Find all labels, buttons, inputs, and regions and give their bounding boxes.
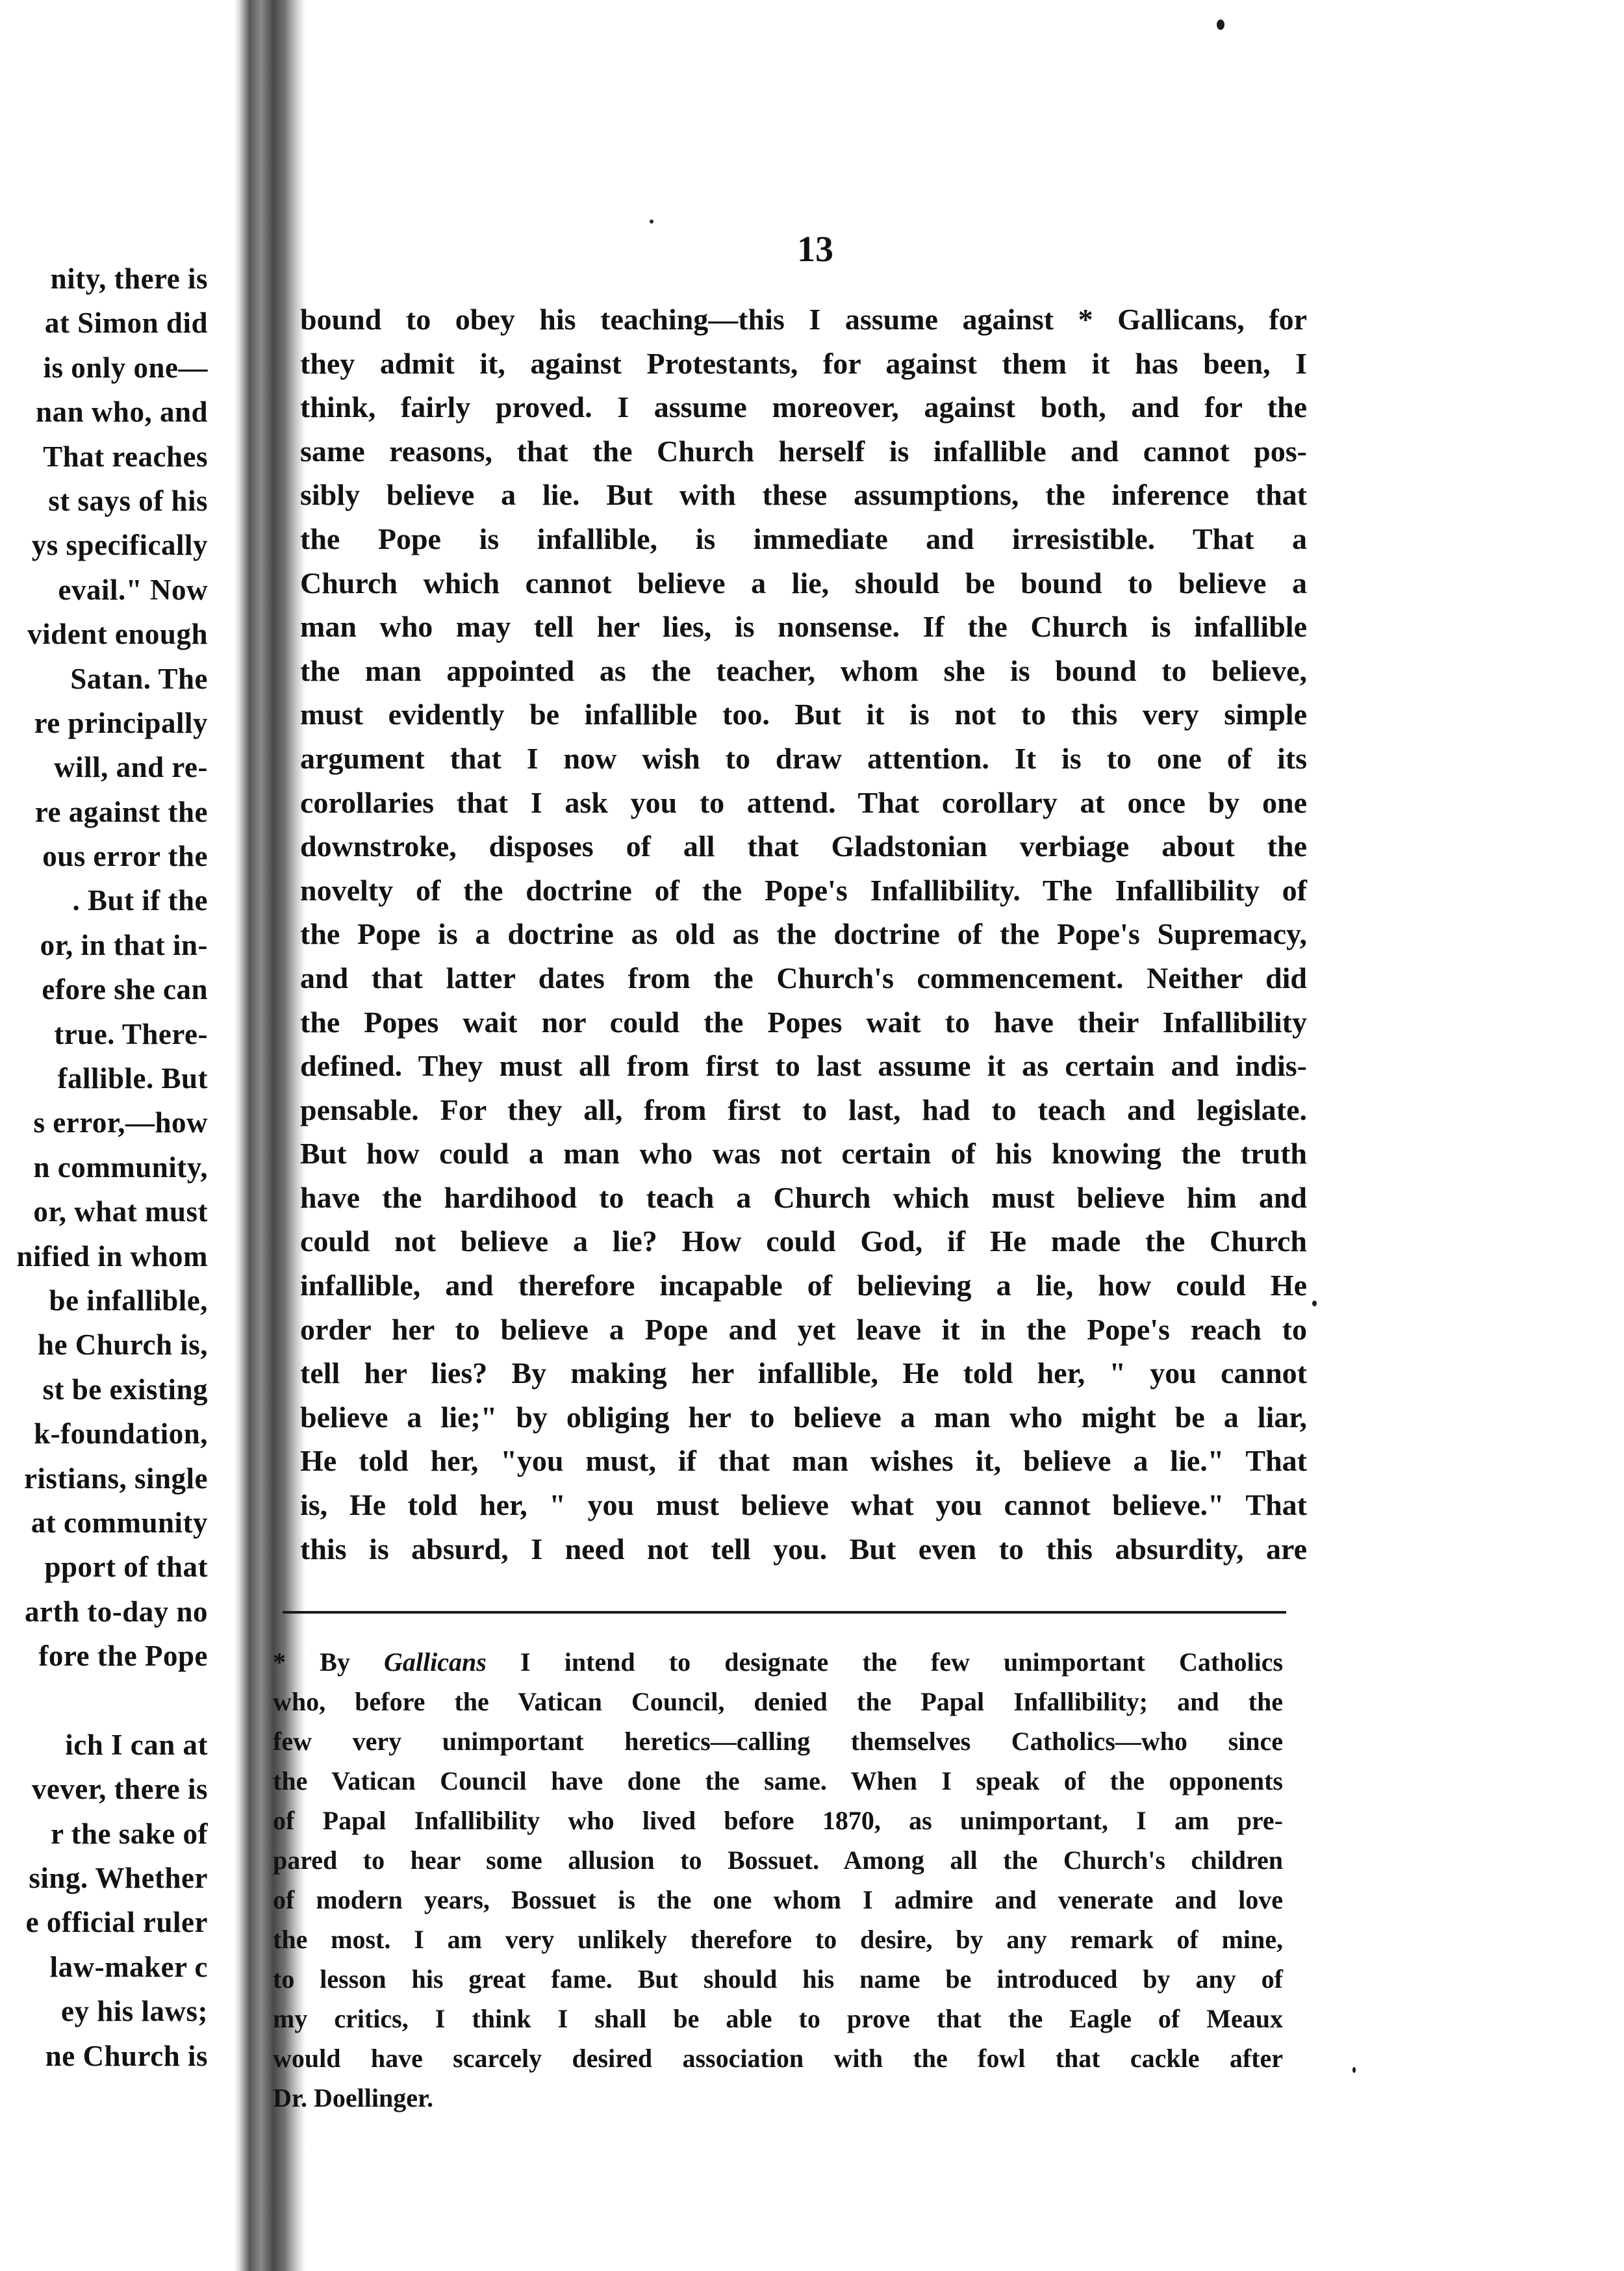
left-page-line: or, in that in- xyxy=(40,928,208,961)
main-text-line: corollaries that I ask you to attend. That corollary at once by one xyxy=(300,785,1307,819)
footnote-line: my critics, I think I shall be able to prove that the Eagle of Meaux xyxy=(273,2004,1283,2033)
left-page-line: or, what must xyxy=(33,1195,208,1228)
left-page-line: is only one— xyxy=(43,351,208,384)
print-speck xyxy=(1352,2067,1356,2073)
main-text-line: defined. They must all from first to last assume it as certain and indis- xyxy=(300,1049,1307,1083)
main-text-line: sibly believe a lie. But with these assumptions, the inference that xyxy=(300,478,1307,512)
main-text-line: could not believe a lie? How could God, if He made the Church xyxy=(300,1224,1307,1258)
left-page-line: arth to-day no xyxy=(24,1595,208,1628)
left-page-line: pport of that xyxy=(44,1551,208,1584)
main-text-line: the Pope is infallible, is immediate and irresistible. That a xyxy=(300,522,1307,555)
main-text-line: tell her lies? By making her infallible, He told her, " you cannot xyxy=(300,1356,1307,1390)
footnote-line xyxy=(273,1642,1283,1682)
left-page-line: st be existing xyxy=(42,1373,208,1406)
footnote-divider xyxy=(283,1611,1286,1614)
left-page-line: sing. Whether xyxy=(29,1862,208,1895)
left-page-line: n community, xyxy=(33,1150,208,1184)
left-page-line: he Church is, xyxy=(38,1328,208,1362)
left-page-line: ey his laws; xyxy=(60,1995,208,2028)
main-text-line: same reasons, that the Church herself is infallible and cannot pos- xyxy=(300,434,1307,468)
main-text-line: argument that I now wish to draw attention. It is to one of its xyxy=(300,741,1307,775)
main-text-line: bound to obey his teaching—this I assume against * Gallicans, for xyxy=(300,303,1307,336)
main-text-line: is, He told her, " you must believe what you cannot believe." That xyxy=(300,1488,1307,1522)
footnote-lines xyxy=(273,1682,1283,2078)
left-page-line: e official ruler xyxy=(25,1906,208,1939)
main-text-line: and that latter dates from the Church's commencement. Neither did xyxy=(300,961,1307,995)
footnote xyxy=(273,1642,1283,2118)
footnote-italic-term: Gallicans xyxy=(384,1647,487,1677)
main-text-line: have the hardihood to teach a Church which must believe him and xyxy=(300,1180,1307,1214)
left-page-line: . But if the xyxy=(72,884,208,917)
left-page-line: s error,—how xyxy=(33,1106,208,1139)
footnote-line: of Papal Infallibility who lived before 1870, as unimportant, I am pre- xyxy=(273,1806,1283,1835)
left-page-line xyxy=(0,1679,208,1723)
left-page-line: at Simon did xyxy=(44,307,208,340)
footnote-line: the most. I am very unlikely therefore to desire, by any remark of mine, xyxy=(273,1925,1283,1954)
footnote-line: to lesson his great fame. But should his name be introduced by any of xyxy=(273,1964,1283,1994)
main-text-line: novelty of the doctrine of the Pope's Infallibility. The Infallibility of xyxy=(300,873,1307,907)
main-text-line: Church which cannot believe a lie, should be bound to believe a xyxy=(300,566,1307,600)
left-page-line: st says of his xyxy=(48,484,208,517)
left-page-fragment xyxy=(0,257,208,2078)
left-page-line: That reaches xyxy=(43,440,208,473)
print-speck xyxy=(1217,19,1224,30)
left-page-line: true. There- xyxy=(54,1017,208,1050)
left-page-line: at community xyxy=(31,1506,208,1539)
left-page-line: k-foundation, xyxy=(34,1417,208,1451)
footnote-line: of modern years, Bossuet is the one whom I admire and venerate and love xyxy=(273,1885,1283,1914)
main-text-line: infallible, and therefore incapable of believing a lie, how could He xyxy=(300,1269,1307,1302)
footnote-line: pared to hear some allusion to Bossuet. Among all the Church's children xyxy=(273,1846,1283,1875)
left-page-line: be infallible, xyxy=(49,1284,208,1317)
left-page-line: ristians, single xyxy=(23,1462,208,1495)
left-page-line: evail." Now xyxy=(58,573,208,606)
main-text-line: this is absurd, I need not tell you. But even to this absurdity, are xyxy=(300,1532,1307,1566)
footnote-line: few very unimportant heretics—calling themselves Catholics—who since xyxy=(273,1727,1283,1756)
footnote-marker: * By xyxy=(273,1647,350,1677)
main-text-line: downstroke, disposes of all that Gladstonian verbiage about the xyxy=(300,830,1307,863)
left-page-line: ous error the xyxy=(42,840,208,873)
main-text-line: the Popes wait nor could the Popes wait to have their Infallibility xyxy=(300,1005,1307,1039)
left-page-line: fore the Pope xyxy=(38,1640,208,1673)
left-page-line: r the sake of xyxy=(51,1817,208,1850)
main-text-line: order her to believe a Pope and yet leave it in the Pope's reach to xyxy=(300,1312,1307,1346)
left-page-line: law-maker c xyxy=(49,1950,208,1983)
left-page-line: efore she can xyxy=(42,973,208,1006)
footnote-line: the Vatican Council have done the same. When I speak of the opponents xyxy=(273,1766,1283,1795)
left-page-line: will, and re- xyxy=(54,751,208,784)
left-page-line: fallible. But xyxy=(57,1062,208,1095)
print-speck xyxy=(1312,1300,1317,1306)
left-page-line: nity, there is xyxy=(50,262,208,295)
main-text-line: man who may tell her lies, is nonsense. If the Church is infallible xyxy=(300,610,1307,644)
footnote-last-line: Dr. Doellinger. xyxy=(273,2083,434,2112)
main-text-line: must evidently be infallible too. But it is not to this very simple xyxy=(300,698,1307,731)
left-page-line: nified in whom xyxy=(16,1239,208,1273)
left-page-line: ich I can at xyxy=(65,1728,208,1761)
main-text-line: believe a lie;" by obliging her to believe a man who might be a liar, xyxy=(300,1400,1307,1434)
main-text-body xyxy=(300,298,1307,1571)
left-page-line: Satan. The xyxy=(70,662,208,695)
footnote-line: would have scarcely desired association with the fowl that cackle after xyxy=(273,2044,1283,2073)
page-number: 13 xyxy=(797,229,833,270)
main-text-line: they admit it, against Protestants, for against them it has been, I xyxy=(300,346,1307,380)
left-page-line: nan who, and xyxy=(36,396,208,429)
main-text-line: think, fairly proved. I assume moreover, against both, and for the xyxy=(300,390,1307,424)
main-text-line: pensable. For they all, from first to last, had to teach and legislate. xyxy=(300,1093,1307,1126)
footnote-line: who, before the Vatican Council, denied the Papal Infallibility; and the xyxy=(273,1687,1283,1716)
left-page-line: ys specifically xyxy=(31,529,208,562)
main-text-line: the man appointed as the teacher, whom she is bound to believe, xyxy=(300,653,1307,687)
main-text-line: He told her, "you must, if that man wishes it, believe a lie." That xyxy=(300,1444,1307,1478)
print-speck xyxy=(650,220,653,223)
left-page-line: vident enough xyxy=(27,618,208,651)
main-text-line: the Pope is a doctrine as old as the doctrine of the Pope's Supremacy, xyxy=(300,917,1307,951)
left-page-line: re principally xyxy=(34,706,208,739)
footnote-first-line-text: I intend to designate the few unimportant Catholics xyxy=(520,1647,1284,1677)
main-text-line: But how could a man who was not certain of his knowing the truth xyxy=(300,1137,1307,1171)
left-page-line: re against the xyxy=(34,795,208,828)
left-page-line: ne Church is xyxy=(45,2039,208,2072)
left-page-line: vever, there is xyxy=(31,1773,208,1806)
